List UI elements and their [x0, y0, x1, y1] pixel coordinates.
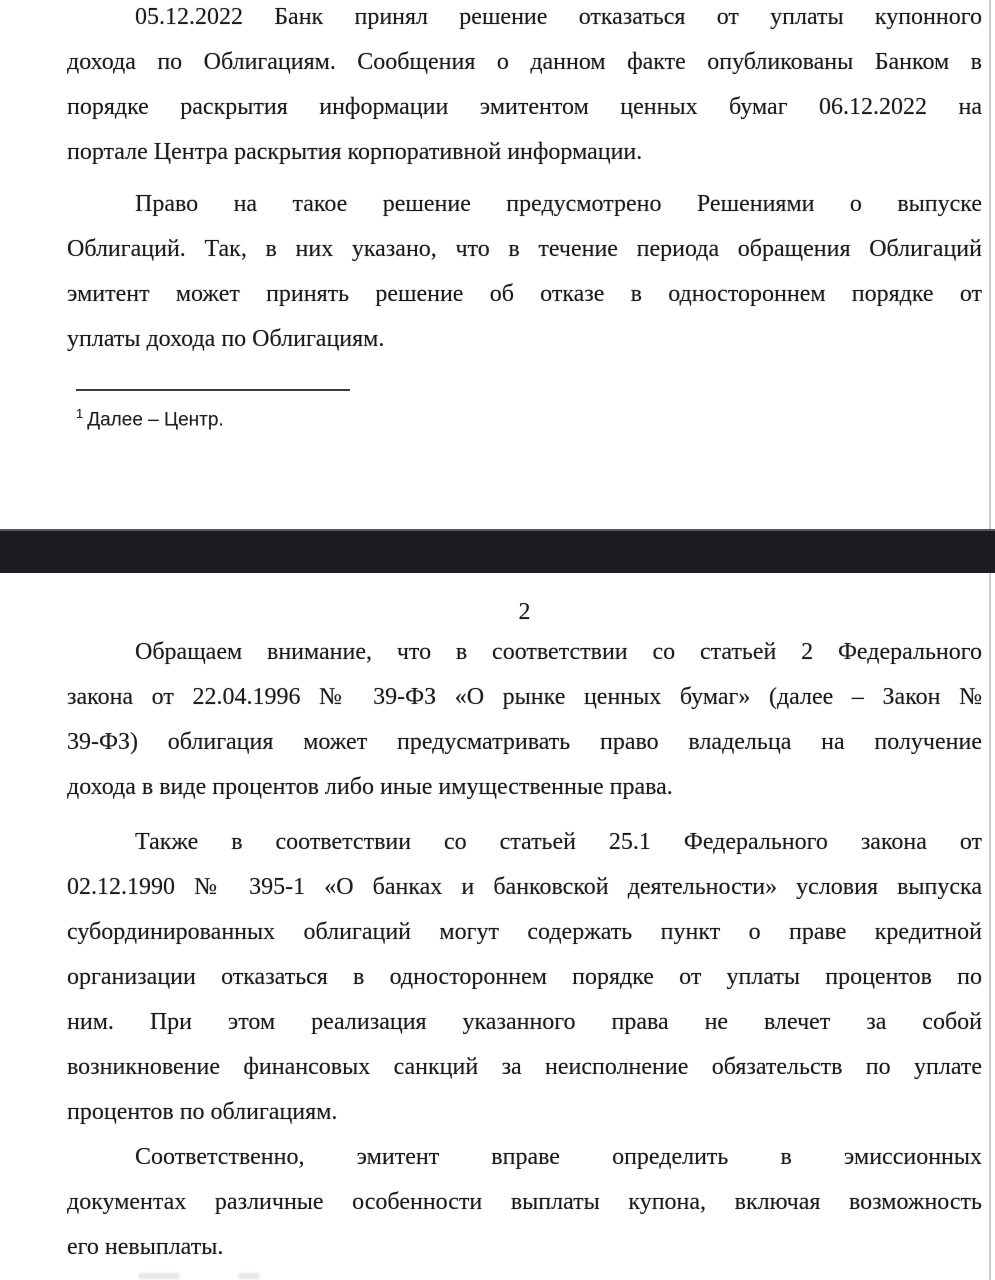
text-line: 39-ФЗ) облигация может предусматривать право владельца на получение [67, 729, 982, 755]
text-line: организации отказаться в одностороннем порядке от уплаты процентов по [67, 964, 982, 990]
text-line: порядке раскрытия информации эмитентом ценных бумаг 06.12.2022 на [67, 94, 982, 120]
text-line: Также в соответствии со статьей 25.1 Федерального закона от [135, 829, 982, 855]
text-line: дохода по Облигациям. Сообщения о данном факте опубликованы Банком в [67, 49, 982, 75]
page-2-text-column [67, 630, 982, 1270]
paragraph-law-39fz [67, 630, 982, 810]
paragraph-law-395-1 [67, 820, 982, 1135]
text-line: эмитент может принять решение об отказе в одностороннем порядке от [67, 281, 982, 307]
page-number: 2 [518, 599, 531, 625]
text-line: субординированных облигаций могут содержать пункт о праве кредитной [67, 919, 982, 945]
clipped-next-line [0, 1271, 995, 1280]
text-line: ним. При этом реализация указанного права не влечет за собой [67, 1009, 982, 1035]
paragraph-right-to-refuse [67, 182, 982, 362]
text-line: 02.12.1990 № 395-1 «О банках и банковской деятельности» условия выпуска [67, 874, 982, 900]
paragraph-issuer-rights [67, 1135, 982, 1270]
text-line: Соответственно, эмитент вправе определить в эмиссионных [135, 1144, 982, 1170]
text-line: его невыплаты. [67, 1234, 224, 1260]
text-line: закона от 22.04.1996 № 39-ФЗ «О рынке ценных бумаг» (далее – Закон № [67, 684, 982, 710]
page-1-text-column [67, 0, 982, 362]
footnote-separator-rule [76, 389, 350, 391]
clipped-text-smudge [238, 1273, 260, 1279]
text-line: уплаты дохода по Облигациям. [67, 326, 385, 352]
text-line: Право на такое решение предусмотрено Решениями о выпуске [135, 191, 982, 217]
page-separator-band [0, 529, 995, 573]
footnote [76, 401, 224, 433]
text-line: портале Центра раскрытия корпоративной информации. [67, 139, 643, 165]
text-line: документах различные особенности выплаты купона, включая возможность [67, 1189, 982, 1215]
footnote-text: Далее – Центр. [87, 409, 224, 431]
text-line: 05.12.2022 Банк принял решение отказаться от уплаты купонного [135, 4, 982, 30]
text-line: процентов по облигациям. [67, 1099, 338, 1125]
text-line: Обращаем внимание, что в соответствии со статьей 2 Федерального [135, 639, 982, 665]
scan-page-edge-line [989, 0, 991, 1280]
text-line: возникновение финансовых санкций за неисполнение обязательств по уплате [67, 1054, 982, 1080]
paragraph-coupon-refusal [67, 0, 982, 175]
footnote-marker: 1 [76, 406, 84, 421]
text-line: дохода в виде процентов либо иные имущественные права. [67, 774, 673, 800]
text-line: Облигаций. Так, в них указано, что в течение периода обращения Облигаций [67, 236, 982, 262]
clipped-text-smudge [138, 1273, 180, 1279]
